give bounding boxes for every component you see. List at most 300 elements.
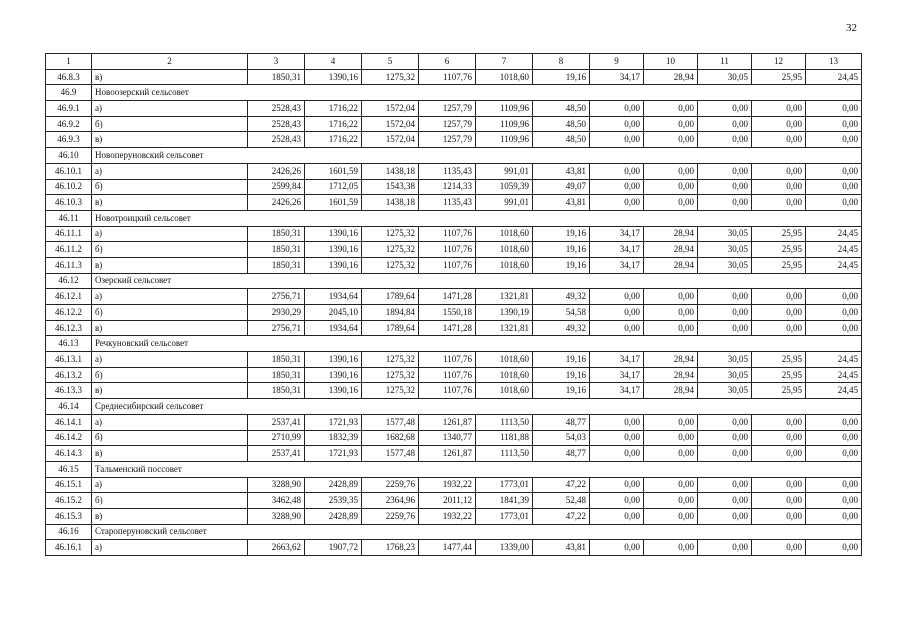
value-cell: 28,94 [644,257,698,273]
value-cell: 1390,16 [305,352,362,368]
row-code: 46.15.2 [46,493,92,509]
value-cell: 25,95 [752,242,806,258]
group-name: Новоперуновский сельсовет [92,148,862,164]
value-cell: 0,00 [698,414,752,430]
value-cell: 1907,72 [305,540,362,556]
value-cell: 1789,64 [362,320,419,336]
value-cell: 0,00 [644,163,698,179]
value-cell: 1275,32 [362,257,419,273]
value-cell: 1682,68 [362,430,419,446]
value-cell: 30,05 [698,226,752,242]
value-cell: 25,95 [752,69,806,85]
value-cell: 1339,00 [476,540,533,556]
value-cell: 0,00 [698,305,752,321]
value-cell: 2259,76 [362,508,419,524]
table-body [46,69,862,555]
row-code: 46.10.2 [46,179,92,195]
value-cell: 2539,35 [305,493,362,509]
value-cell: 19,16 [533,383,590,399]
table-row [46,414,862,430]
value-cell: 0,00 [806,414,862,430]
value-cell: 0,00 [806,163,862,179]
group-name: Новотроицкий сельсовет [92,210,862,226]
group-name: Староперуновский сельсовет [92,524,862,540]
header-row [46,54,862,70]
value-cell: 0,00 [698,320,752,336]
row-code: 46.10.1 [46,163,92,179]
value-cell: 0,00 [590,305,644,321]
value-cell: 1113,50 [476,414,533,430]
value-cell: 0,00 [806,493,862,509]
value-cell: 1850,31 [248,226,305,242]
row-subitem: б) [92,179,248,195]
value-cell: 1550,18 [419,305,476,321]
value-cell: 0,00 [806,320,862,336]
row-code: 46.15.1 [46,477,92,493]
value-cell: 3462,48 [248,493,305,509]
header-cell: 12 [752,54,806,70]
value-cell: 1340,77 [419,430,476,446]
value-cell: 1572,04 [362,116,419,132]
table-row [46,540,862,556]
value-cell: 0,00 [752,289,806,305]
value-cell: 1850,31 [248,257,305,273]
value-cell: 25,95 [752,367,806,383]
value-cell: 1438,18 [362,163,419,179]
value-cell: 47,22 [533,477,590,493]
value-cell: 0,00 [698,116,752,132]
table-row [46,320,862,336]
row-code: 46.9.3 [46,132,92,148]
value-cell: 1768,23 [362,540,419,556]
value-cell: 52,48 [533,493,590,509]
row-code: 46.16.1 [46,540,92,556]
value-cell: 1850,31 [248,367,305,383]
value-cell: 1934,64 [305,289,362,305]
value-cell: 2426,26 [248,163,305,179]
row-code: 46.12.2 [46,305,92,321]
value-cell: 0,00 [590,493,644,509]
value-cell: 0,00 [752,116,806,132]
value-cell: 1275,32 [362,367,419,383]
value-cell: 0,00 [644,305,698,321]
value-cell: 1601,59 [305,195,362,211]
value-cell: 1390,16 [305,226,362,242]
row-code: 46.11 [46,210,92,226]
value-cell: 2528,43 [248,116,305,132]
group-row [46,148,862,164]
value-cell: 1850,31 [248,242,305,258]
value-cell: 34,17 [590,367,644,383]
row-code: 46.10 [46,148,92,164]
value-cell: 1894,84 [362,305,419,321]
header-cell: 4 [305,54,362,70]
value-cell: 34,17 [590,352,644,368]
value-cell: 24,45 [806,242,862,258]
row-code: 46.10.3 [46,195,92,211]
row-subitem: в) [92,132,248,148]
value-cell: 1018,60 [476,257,533,273]
value-cell: 1477,44 [419,540,476,556]
row-subitem: в) [92,320,248,336]
value-cell: 1543,38 [362,179,419,195]
row-code: 46.9.1 [46,101,92,117]
header-cell: 3 [248,54,305,70]
value-cell: 43,81 [533,195,590,211]
value-cell: 1135,43 [419,163,476,179]
value-cell: 2364,96 [362,493,419,509]
group-row [46,461,862,477]
value-cell: 2599,84 [248,179,305,195]
value-cell: 30,05 [698,69,752,85]
row-subitem: б) [92,116,248,132]
value-cell: 24,45 [806,383,862,399]
header-cell: 8 [533,54,590,70]
row-code: 46.9 [46,85,92,101]
value-cell: 1438,18 [362,195,419,211]
value-cell: 1932,22 [419,477,476,493]
value-cell: 1107,76 [419,383,476,399]
value-cell: 34,17 [590,257,644,273]
value-cell: 991,01 [476,163,533,179]
value-cell: 19,16 [533,242,590,258]
value-cell: 1018,60 [476,367,533,383]
value-cell: 2528,43 [248,132,305,148]
table-row [46,226,862,242]
value-cell: 48,77 [533,446,590,462]
value-cell: 1832,39 [305,430,362,446]
value-cell: 1471,28 [419,320,476,336]
value-cell: 34,17 [590,226,644,242]
row-subitem: а) [92,163,248,179]
header-cell: 6 [419,54,476,70]
value-cell: 1572,04 [362,101,419,117]
value-cell: 0,00 [698,540,752,556]
header-cell: 11 [698,54,752,70]
value-cell: 0,00 [752,305,806,321]
group-name: Речкуновский сельсовет [92,336,862,352]
value-cell: 2930,29 [248,305,305,321]
row-subitem: б) [92,430,248,446]
table-row [46,257,862,273]
row-subitem: в) [92,446,248,462]
row-subitem: б) [92,493,248,509]
value-cell: 1261,87 [419,414,476,430]
value-cell: 1181,88 [476,430,533,446]
value-cell: 1109,96 [476,101,533,117]
value-cell: 48,77 [533,414,590,430]
table-row [46,69,862,85]
page-number: 32 [846,22,857,34]
value-cell: 0,00 [644,477,698,493]
value-cell: 0,00 [590,116,644,132]
value-cell: 1390,16 [305,69,362,85]
value-cell: 1107,76 [419,242,476,258]
value-cell: 1850,31 [248,69,305,85]
value-cell: 1471,28 [419,289,476,305]
header-cell: 5 [362,54,419,70]
value-cell: 2428,89 [305,477,362,493]
header-cell: 13 [806,54,862,70]
value-cell: 0,00 [752,195,806,211]
value-cell: 1390,19 [476,305,533,321]
value-cell: 2528,43 [248,101,305,117]
value-cell: 0,00 [644,116,698,132]
row-code: 46.15.3 [46,508,92,524]
value-cell: 0,00 [590,289,644,305]
value-cell: 1850,31 [248,383,305,399]
table-row [46,352,862,368]
value-cell: 1716,22 [305,116,362,132]
value-cell: 0,00 [590,430,644,446]
row-code: 46.11.3 [46,257,92,273]
value-cell: 0,00 [752,132,806,148]
header-cell: 1 [46,54,92,70]
row-subitem: в) [92,257,248,273]
value-cell: 1850,31 [248,352,305,368]
table-row [46,493,862,509]
value-cell: 1789,64 [362,289,419,305]
value-cell: 1934,64 [305,320,362,336]
value-cell: 1773,01 [476,508,533,524]
row-subitem: б) [92,305,248,321]
value-cell: 2259,76 [362,477,419,493]
value-cell: 1113,50 [476,446,533,462]
value-cell: 2756,71 [248,289,305,305]
row-code: 46.14.3 [46,446,92,462]
row-subitem: в) [92,195,248,211]
value-cell: 0,00 [590,101,644,117]
value-cell: 0,00 [644,508,698,524]
value-cell: 1721,93 [305,414,362,430]
value-cell: 1107,76 [419,367,476,383]
value-cell: 1773,01 [476,477,533,493]
value-cell: 0,00 [590,508,644,524]
value-cell: 24,45 [806,352,862,368]
value-cell: 25,95 [752,257,806,273]
row-code: 46.13.3 [46,383,92,399]
value-cell: 2663,62 [248,540,305,556]
value-cell: 0,00 [806,116,862,132]
value-cell: 1601,59 [305,163,362,179]
group-row [46,85,862,101]
value-cell: 1390,16 [305,257,362,273]
value-cell: 1275,32 [362,352,419,368]
value-cell: 30,05 [698,367,752,383]
header-cell: 2 [92,54,248,70]
value-cell: 43,81 [533,163,590,179]
value-cell: 1716,22 [305,101,362,117]
value-cell: 25,95 [752,383,806,399]
table-row [46,383,862,399]
value-cell: 0,00 [806,540,862,556]
value-cell: 0,00 [644,289,698,305]
group-name: Озерский сельсовет [92,273,862,289]
value-cell: 0,00 [752,320,806,336]
row-subitem: б) [92,367,248,383]
row-code: 46.11.1 [46,226,92,242]
value-cell: 0,00 [698,179,752,195]
value-cell: 0,00 [806,132,862,148]
value-cell: 28,94 [644,367,698,383]
value-cell: 0,00 [644,132,698,148]
row-code: 46.12.1 [46,289,92,305]
value-cell: 1018,60 [476,383,533,399]
value-cell: 1577,48 [362,414,419,430]
row-code: 46.15 [46,461,92,477]
row-subitem: а) [92,352,248,368]
value-cell: 0,00 [644,540,698,556]
value-cell: 0,00 [644,446,698,462]
row-code: 46.11.2 [46,242,92,258]
row-subitem: а) [92,289,248,305]
value-cell: 30,05 [698,257,752,273]
value-cell: 1390,16 [305,242,362,258]
value-cell: 0,00 [644,195,698,211]
value-cell: 48,50 [533,132,590,148]
value-cell: 1018,60 [476,69,533,85]
value-cell: 0,00 [806,430,862,446]
header-cell: 9 [590,54,644,70]
value-cell: 2756,71 [248,320,305,336]
table-row [46,179,862,195]
row-subitem: а) [92,414,248,430]
header-cell: 10 [644,54,698,70]
row-subitem: а) [92,477,248,493]
value-cell: 19,16 [533,226,590,242]
row-code: 46.12.3 [46,320,92,336]
table-row [46,508,862,524]
value-cell: 49,32 [533,289,590,305]
value-cell: 0,00 [806,508,862,524]
value-cell: 0,00 [752,430,806,446]
value-cell: 0,00 [590,414,644,430]
value-cell: 1257,79 [419,132,476,148]
row-code: 46.13.2 [46,367,92,383]
value-cell: 2710,99 [248,430,305,446]
value-cell: 24,45 [806,226,862,242]
value-cell: 0,00 [752,179,806,195]
table-row [46,305,862,321]
value-cell: 0,00 [590,179,644,195]
value-cell: 2011,12 [419,493,476,509]
value-cell: 19,16 [533,69,590,85]
value-cell: 54,03 [533,430,590,446]
group-row [46,336,862,352]
value-cell: 1275,32 [362,383,419,399]
value-cell: 1321,81 [476,289,533,305]
value-cell: 49,07 [533,179,590,195]
value-cell: 0,00 [698,493,752,509]
value-cell: 48,50 [533,101,590,117]
value-cell: 30,05 [698,383,752,399]
table-row [46,242,862,258]
value-cell: 0,00 [590,540,644,556]
value-cell: 1018,60 [476,352,533,368]
row-subitem: в) [92,69,248,85]
value-cell: 1107,76 [419,69,476,85]
value-cell: 0,00 [590,477,644,493]
value-cell: 0,00 [698,508,752,524]
value-cell: 1577,48 [362,446,419,462]
row-code: 46.14.2 [46,430,92,446]
value-cell: 0,00 [752,508,806,524]
value-cell: 0,00 [806,289,862,305]
value-cell: 0,00 [590,132,644,148]
value-cell: 991,01 [476,195,533,211]
group-row [46,399,862,415]
value-cell: 28,94 [644,352,698,368]
group-row [46,273,862,289]
value-cell: 1257,79 [419,116,476,132]
value-cell: 25,95 [752,226,806,242]
row-subitem: а) [92,540,248,556]
value-cell: 0,00 [752,493,806,509]
value-cell: 0,00 [698,289,752,305]
group-name: Тальменский поссовет [92,461,862,477]
value-cell: 24,45 [806,257,862,273]
value-cell: 28,94 [644,226,698,242]
header-cell: 7 [476,54,533,70]
value-cell: 0,00 [698,101,752,117]
value-cell: 49,32 [533,320,590,336]
group-name: Новоозерский сельсовет [92,85,862,101]
value-cell: 1275,32 [362,242,419,258]
row-code: 46.16 [46,524,92,540]
group-name: Среднесибирский сельсовет [92,399,862,415]
tariff-table [45,53,862,556]
value-cell: 0,00 [644,430,698,446]
value-cell: 1018,60 [476,226,533,242]
value-cell: 0,00 [752,414,806,430]
value-cell: 2428,89 [305,508,362,524]
value-cell: 28,94 [644,242,698,258]
value-cell: 2045,10 [305,305,362,321]
value-cell: 1257,79 [419,101,476,117]
group-row [46,524,862,540]
value-cell: 24,45 [806,69,862,85]
row-subitem: а) [92,101,248,117]
value-cell: 0,00 [806,477,862,493]
table-row [46,116,862,132]
value-cell: 1712,05 [305,179,362,195]
value-cell: 30,05 [698,352,752,368]
value-cell: 0,00 [806,195,862,211]
value-cell: 1321,81 [476,320,533,336]
row-code: 46.14.1 [46,414,92,430]
group-row [46,210,862,226]
value-cell: 1932,22 [419,508,476,524]
value-cell: 0,00 [698,195,752,211]
table-row [46,367,862,383]
value-cell: 0,00 [698,430,752,446]
value-cell: 0,00 [752,101,806,117]
value-cell: 0,00 [644,320,698,336]
value-cell: 0,00 [752,477,806,493]
value-cell: 34,17 [590,242,644,258]
value-cell: 1107,76 [419,226,476,242]
value-cell: 1716,22 [305,132,362,148]
value-cell: 0,00 [698,477,752,493]
value-cell: 1135,43 [419,195,476,211]
value-cell: 19,16 [533,257,590,273]
value-cell: 1018,60 [476,242,533,258]
table-row [46,132,862,148]
value-cell: 0,00 [806,179,862,195]
value-cell: 0,00 [806,305,862,321]
table-row [46,101,862,117]
value-cell: 1214,33 [419,179,476,195]
